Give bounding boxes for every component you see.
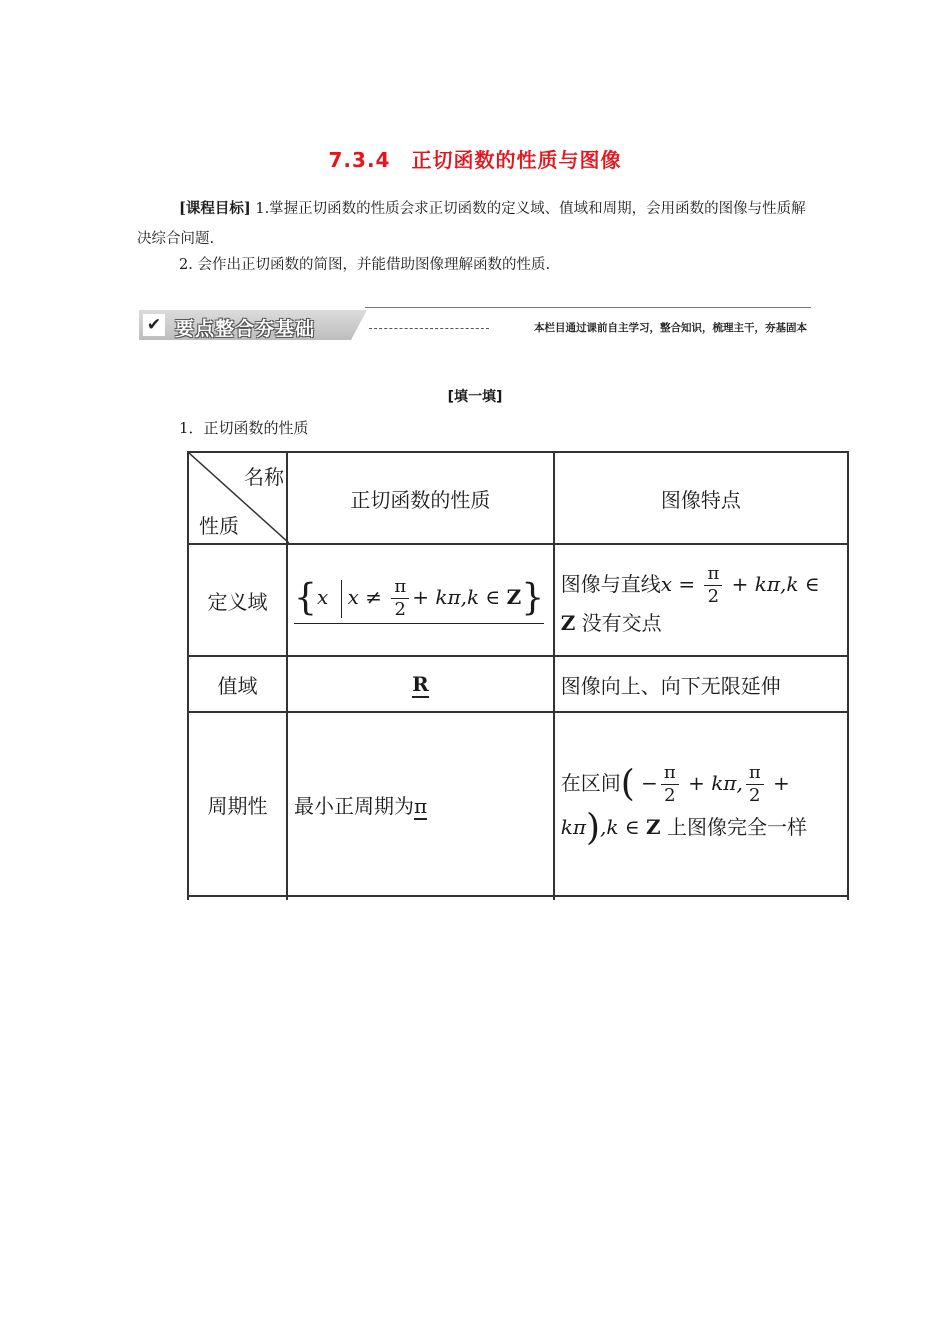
banner-note: 本栏目通过课前自主学习，整合知识，梳理主干，夯基固本 — [534, 322, 807, 334]
period-value: π — [414, 793, 428, 818]
corner-bottom-label: 性质 — [199, 514, 239, 538]
corner-cell — [188, 452, 287, 544]
brace-left: { — [294, 577, 317, 619]
domain-feature-cell: 图像与直线x = $\frac{\pi}{2}$ + kπ,k ∈ Z 没有交点 — [554, 544, 848, 656]
table-row-cut — [188, 896, 848, 900]
col3-header: 图像特点 — [554, 452, 848, 544]
col2-header: 正切函数的性质 — [287, 452, 554, 544]
period-cell: 最小正周期为π — [287, 712, 554, 896]
checkmark-icon: ✔ — [143, 314, 165, 336]
set-z: Z — [506, 585, 522, 609]
table-row — [188, 544, 848, 656]
course-goal-2: 2. 会作出正切函数的简图，并能借助图像理解函数的性质. — [179, 257, 551, 273]
brace-right: } — [521, 577, 545, 619]
section-banner — [139, 306, 811, 342]
table-header-row — [188, 452, 848, 544]
fraction: $\frac{\pi}{2}$ — [391, 576, 409, 621]
domain-formula — [294, 576, 544, 624]
domain-var: x — [316, 585, 329, 609]
range-cell — [287, 656, 554, 712]
divider-bar — [341, 580, 342, 618]
fraction: $\frac{\pi}{2}$ — [746, 762, 764, 807]
page-title: 7.3.4 正切函数的性质与图像 — [328, 148, 622, 172]
fraction: $\frac{\pi}{2}$ — [704, 563, 722, 608]
table-row — [188, 712, 848, 896]
corner-top-label: 名称 — [244, 465, 285, 489]
range-feature: 图像向上、向下无限延伸 — [554, 656, 848, 712]
range-value: R — [412, 672, 429, 696]
period-feature-cell: 在区间( − $\frac{\pi}{2}$ + kπ, $\frac{\pi}{2}$ + kπ),k ∈ Z 上图像完全一样 — [554, 712, 848, 896]
banner-title: 要点整合夯基础 — [175, 318, 316, 340]
properties-table — [186, 451, 850, 900]
domain-tail: + kπ,k ∈ — [412, 585, 507, 609]
course-goal-1 — [137, 194, 813, 254]
row-name: 定义域 — [188, 544, 287, 656]
row-name: 值域 — [188, 656, 287, 712]
banner-line — [365, 307, 811, 308]
table-row — [188, 656, 848, 712]
domain-cell — [287, 544, 554, 656]
goal-text-1: 1.掌握正切函数的性质会求正切函数的定义域、值域和周期，会用函数的图像与性质解决综合问题. — [137, 201, 806, 247]
domain-cond: x ≠ — [347, 585, 382, 609]
fill-heading: [填一填] — [447, 389, 503, 405]
goal-tag: [课程目标] — [179, 200, 251, 217]
fraction: $\frac{\pi}{2}$ — [661, 762, 679, 807]
row-name: 周期性 — [188, 712, 287, 896]
banner-dash — [369, 328, 489, 329]
section-heading: 1．正切函数的性质 — [179, 419, 309, 437]
